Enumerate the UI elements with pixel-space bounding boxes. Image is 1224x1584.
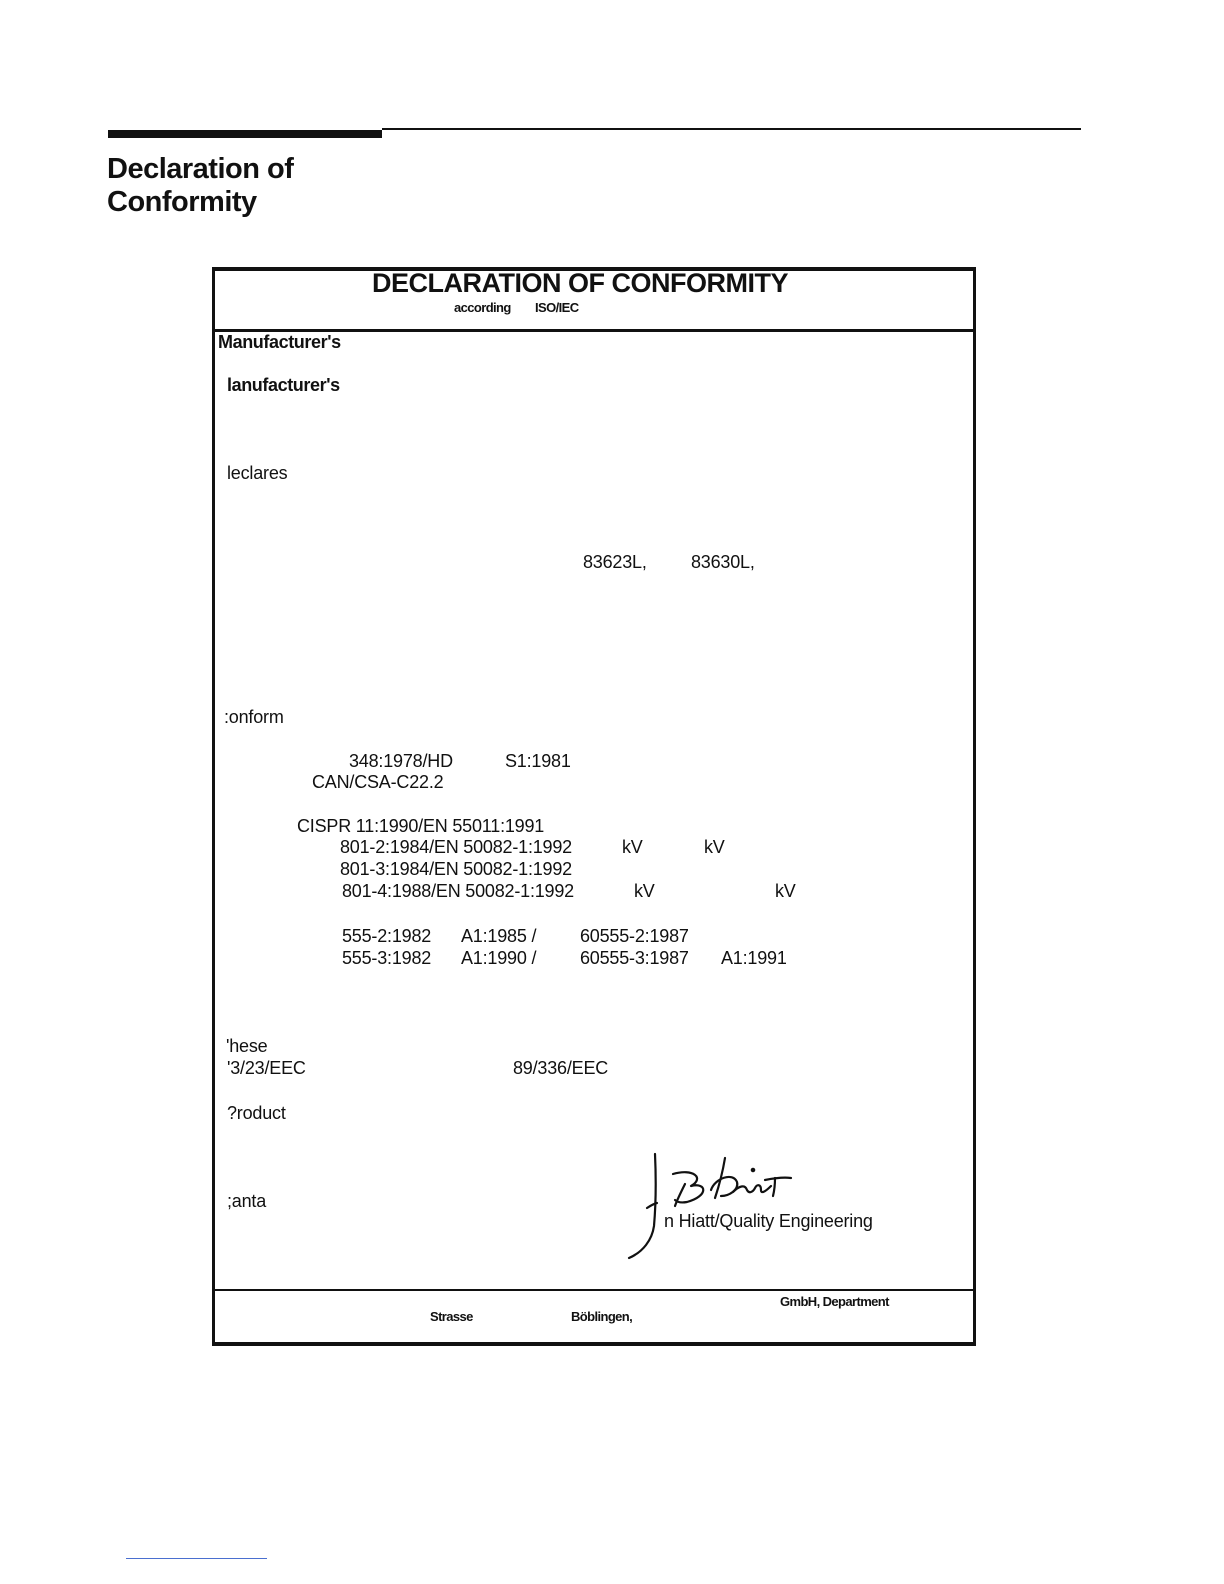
emc-flicker-en: 60555-3:1987 (580, 948, 689, 968)
emc-harmonics-amend: A1:1985 / (461, 926, 537, 946)
safety-amendment: S1:1981 (505, 751, 571, 771)
model-2: 83630L, (691, 552, 755, 572)
page-title (107, 153, 293, 219)
declares-label: leclares (227, 463, 288, 483)
emc-radiated: 801-3:1984/EN 50082-1:1992 (340, 859, 572, 879)
emc-esd-kv-1: kV (622, 837, 643, 857)
model-1: 83623L, (583, 552, 647, 572)
emc-harmonics-en: 60555-2:1987 (580, 926, 689, 946)
manufacturer-address-label: lanufacturer's (227, 375, 340, 395)
emc-esd: 801-2:1984/EN 50082-1:1992 (340, 837, 572, 857)
emc-flicker-en-amend: A1:1991 (721, 948, 787, 968)
header-rule-thin (382, 128, 1081, 130)
emc-flicker-amend: A1:1990 / (461, 948, 537, 968)
product-label: ?roduct (227, 1103, 286, 1123)
conform-label: :onform (224, 707, 284, 727)
declaration-heading: DECLARATION OF CONFORMITY (372, 268, 788, 298)
subheading-standard: ISO/IEC (535, 300, 579, 315)
declaration-footer-rule (212, 1289, 973, 1291)
declaration-box (212, 267, 976, 1346)
emc-esd-kv-2: kV (704, 837, 725, 857)
footnote-rule (126, 1558, 267, 1559)
emc-flicker: 555-3:1982 (342, 948, 432, 968)
supplementary-these: 'hese (226, 1036, 268, 1056)
page-title-line1: Declaration of (107, 153, 294, 185)
supplementary-emc-directive: 89/336/EEC (513, 1058, 609, 1078)
manufacturer-name-label: Manufacturer's (218, 332, 341, 352)
emc-harmonics: 555-2:1982 (342, 926, 432, 946)
safety-standard: 348:1978/HD (349, 751, 453, 771)
emc-eft-kv-2: kV (775, 881, 796, 901)
page-title-line2: Conformity (107, 186, 257, 218)
signer-name: n Hiatt/Quality Engineering (664, 1211, 873, 1231)
emc-eft: 801-4:1988/EN 50082-1:1992 (342, 881, 574, 901)
footer-company: GmbH, Department (780, 1294, 889, 1309)
signature-image (615, 1148, 815, 1260)
footer-street: Strasse (430, 1309, 473, 1324)
supplementary-lvd: '3/23/EEC (227, 1058, 306, 1078)
emc-cispr: CISPR 11:1990/EN 55011:1991 (297, 816, 545, 836)
footer-city: Böblingen, (571, 1309, 633, 1324)
subheading-according: according (454, 300, 511, 315)
safety-csa: CAN/CSA-C22.2 (312, 772, 444, 792)
emc-eft-kv-1: kV (634, 881, 655, 901)
place-label: ;anta (227, 1191, 267, 1211)
header-rule-thick (108, 130, 382, 138)
